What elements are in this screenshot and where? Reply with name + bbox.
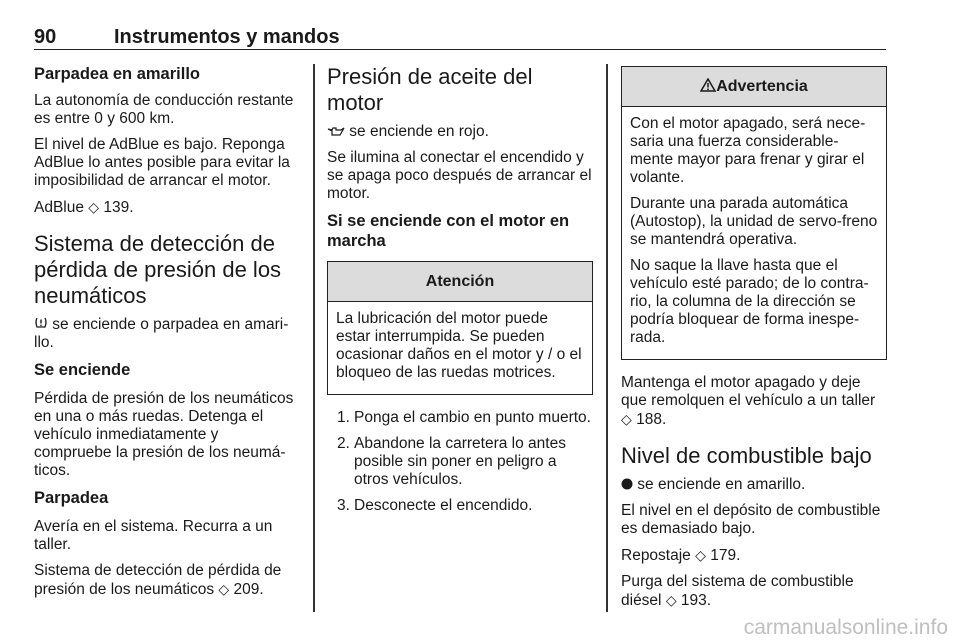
reference-arrow-icon: ◇ [88,199,100,215]
paragraph: La autonomía de conducción restante es entre 0 y 600 km. [34,92,294,127]
oil-can-icon [327,122,345,140]
paragraph: El nivel de AdBlue es bajo. Reponga AdBlue lo antes posible para evitar la imposibilidad de arrancar el motor. [34,136,290,189]
list-item: 1. Ponga el cambio en punto muerto. [337,409,591,426]
reference-arrow-icon: ◇ [621,411,632,427]
subheading-parpadea-amarillo: Parpadea en amarillo [34,65,200,83]
attention-title: Atención [328,262,592,302]
cross-reference[interactable]: Repostaje ◇ 179. [621,547,741,564]
column-divider [606,64,608,612]
subheading-parpadea: Parpadea [34,489,109,507]
section-title-tyre-pressure: Sistema de detección de pérdida de presión de los neumáticos [34,231,282,308]
attention-text: La lubricación del motor puede estar interrumpida. Se pueden ocasionar daños en el motor y / o el bloqueo de las ruedas motrices. [336,310,582,381]
fuel-indicator-icon [621,475,633,493]
paragraph: El nivel en el depósito de combustible es demasiado bajo. [621,502,881,537]
paragraph: se enciende o parpadea en amari-llo. [34,316,289,351]
cross-reference[interactable]: AdBlue ◇ 139. [34,199,134,216]
warning-text: Con el motor apagado, será nece-saria una fuerza considerable-mente mayor para frenar y girar el volante. [630,115,866,186]
reference-arrow-icon: ◇ [218,581,230,597]
paragraph: se enciende en amarillo. [621,475,887,494]
paragraph: Se ilumina al conectar el encendido y se apaga poco después de arrancar el motor. [327,149,592,202]
page-header [34,26,886,50]
page-ref: 188. [636,411,667,428]
warning-title: Advertencia [622,67,886,107]
section-title-low-fuel: Nivel de combustible bajo [621,443,872,468]
cross-reference[interactable]: Sistema de detección de pérdida de presión de los neumáticos ◇ 209. [34,562,282,598]
page-ref: 193. [680,592,712,609]
watermark: carmanualsonline.info [743,616,948,639]
attention-box [327,261,593,395]
reference-arrow-icon: ◇ [665,592,677,608]
cross-reference[interactable]: Purga del sistema de combustible diésel ◇ 193. [621,573,854,609]
page-ref: 209. [233,581,264,598]
page-ref: 179. [710,547,741,564]
warning-triangle-icon [700,78,716,95]
column-3 [621,64,887,618]
column-2 [327,64,593,523]
subheading-motor-en-marcha: Si se enciende con el motor en marcha [327,212,570,250]
list-item: 2. Abandone la carretera lo antes posible sin poner en peligro a otros vehículos. [337,435,566,488]
subheading-se-enciende: Se enciende [34,361,131,379]
page-ref: 139. [103,199,134,216]
running-title: Instrumentos y mandos [114,26,340,48]
paragraph: Pérdida de presión de los neumáticos en una o más ruedas. Detenga el vehículo inmediatamente y compruebe la presión de los neumá-ticos. [34,390,294,479]
warning-text: No saque la llave hasta que el vehículo esté parado; de lo contra-rio, la columna de la dirección se podría bloquear de forma inespe-rada. [630,257,869,346]
section-title-oil-pressure: Presión de aceite del motor [327,64,533,115]
paragraph: Avería en el sistema. Recurra a un taller. [34,518,273,553]
column-1 [34,64,300,607]
page-number: 90 [34,26,57,48]
paragraph: se enciende en rojo. [327,122,593,141]
reference-arrow-icon: ◇ [695,547,706,563]
list-item: 3. Desconecte el encendido. [337,497,533,514]
cross-reference[interactable]: Mantenga el motor apagado y deje que remolquen el vehículo a un taller ◇ 188. [621,374,876,428]
tyre-pressure-icon [34,315,48,333]
warning-text: Durante una parada automática (Autostop), la unidad de servo-freno se mantendrá operativa. [630,195,878,248]
column-divider [313,64,315,612]
steps-list [327,409,593,515]
warning-box [621,66,887,360]
